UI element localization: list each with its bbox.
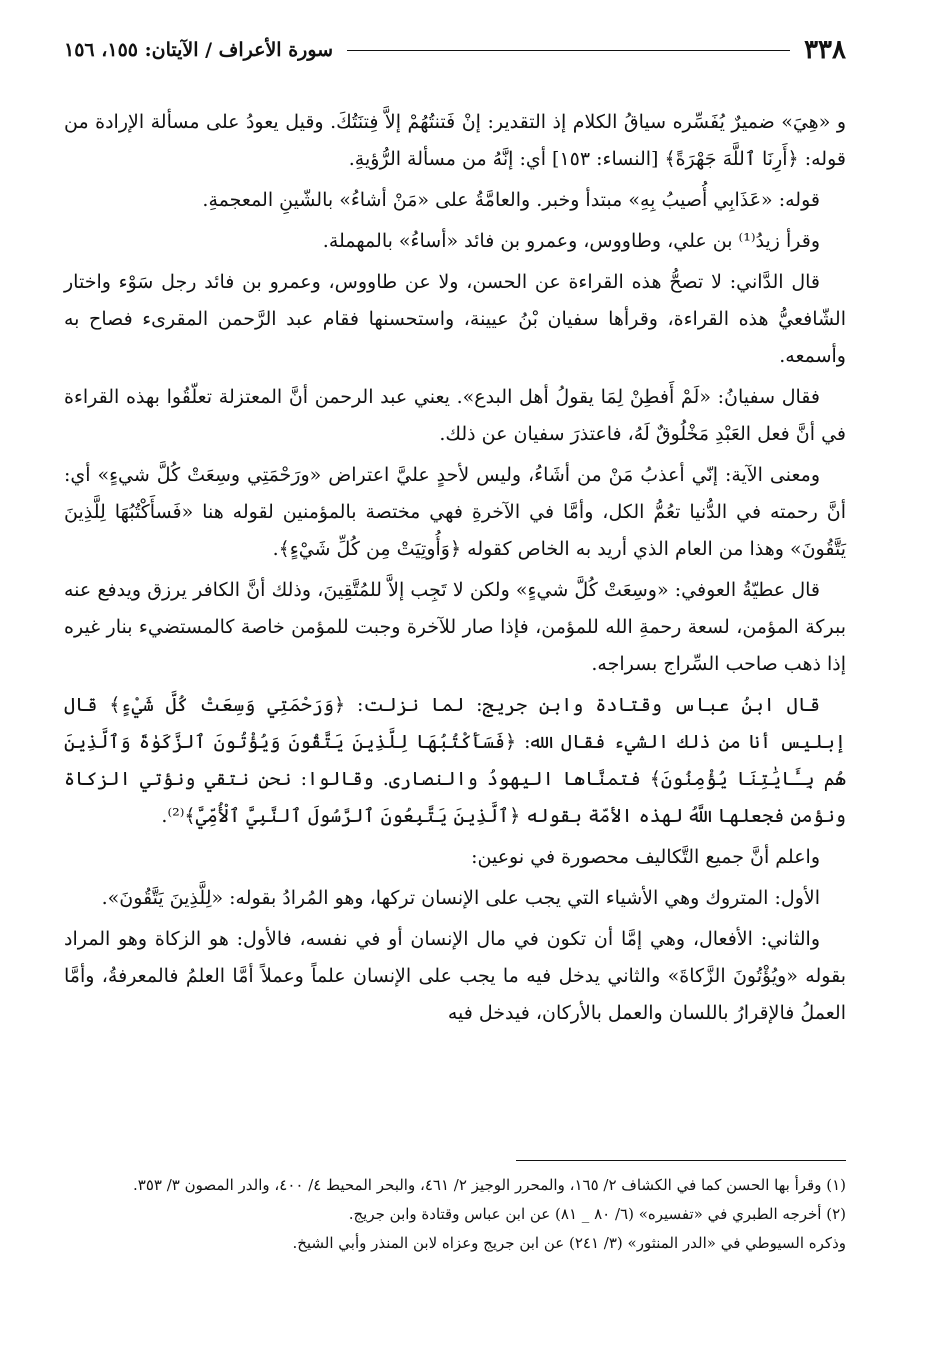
paragraph-6: ومعنى الآية: إنّي أعذبُ مَنْ من أشَاءُ، وليس لأحدٍ عليَّ اعتراض «ورَحْمَتِي وسِعَتْ كُلَّ شيءٍ» أي: أنَّ رحمته في الدُّنيا تعُمُّ الكل، وأمَّا في الآخرةِ فهي مختصة بالمؤمنين لقوله هنا «فَسأَكْتُبُهَا لِلَّذِينَ يَتَّقُونَ» وهذا من العام الذي أريد به الخاص كقوله ﴿وَأُوتِيَتْ مِن كُلِّ شَيْءٍ﴾. (64, 464, 846, 560)
footnote-2-continued: وذكره السيوطي في «الدر المنثور» (٣/ ٢٤١) عن ابن جريج وعزاه لابن المنذر وأبي الشيخ. (292, 1234, 846, 1252)
paragraph-7: قال عطيّةُ العوفي: «وسِعَتْ كُلَّ شيءٍ» ولكن لا تَجِب إلاَّ للمُتَّقِينَ، وذلك أنَّ الكافر يرزق ويدفع عنه ببركة المؤمن، لسعة رحمةِ الله للمؤمن، فإذا صار للآخرة وجبت للمؤمن خاصة كالمستضيء بنار غيره إذا ذهب صاحب السِّراج بسراجه. (64, 579, 846, 675)
footnote-1: (١) وقرأ بها الحسن كما في الكشاف ٢/ ١٦٥، والمحرر الوجيز ٢/ ٤٦١، والبحر المحيط ٤/ ٤٠٠، والدر المصون ٣/ ٣٥٣. (133, 1176, 846, 1194)
paragraph-5: فقال سفيانُ: «لَمْ أَفطِنْ لِمَا يقولُ أهل البدع». يعني عبد الرحمن أنَّ المعتزلة تعلّقُوا بهذه القراءة في أنَّ فعل العَبْدِ مَخْلُوقٌ لَهُ، فاعتذرَ سفيان عن ذلك. (64, 386, 846, 445)
paragraph-4: قال الدَّاني: لا تصحُّ هذه القراءة عن الحسن، ولا عن طاووس، وعمرو بن فائد رجل سَوْء واختار الشّافعيُّ هذه القراءة، وقرأها سفيان بْنُ عيينة، واستحسنها فقام عبد الرَّحمن المقرىء فصاح به وأسمعه. (64, 271, 846, 367)
header-title: سورة الأعراف / الآيتان: ١٥٥، ١٥٦ (64, 39, 334, 61)
paragraph-9: واعلم أنَّ جميع التَّكاليف محصورة في نوعين: (471, 846, 820, 868)
running-header (64, 30, 846, 70)
paragraph-3: وقرأ زيدُ⁽¹⁾ بن علي، وطاووس، وعمرو بن فائد «أساءُ» بالمهملة. (322, 230, 820, 252)
footnote-2: (٢) أخرجه الطبري في «تفسيره» (٦/ ٨٠ _ ٨١) عن ابن عباس وقتادة وابن جريج. (348, 1205, 846, 1223)
body-text (64, 104, 846, 1032)
paragraph-10: الأول: المتروك وهي الأشياء التي يجب على الإنسان تركها، وهو المُرادُ بقوله: «لِلَّذِينَ يَتَّقُونَ». (101, 887, 820, 909)
paragraph-11: والثاني: الأفعال، وهي إمَّا أن تكون في مال الإنسان أو في نفسه، فالأول: هو الزكاة وهو المراد بقوله «ويُؤْتُونَ الزَّكاةَ» والثاني يدخل فيه ما يجب على الإنسان علماً وعملاً أمَّا العلمُ فالمعرفةُ، وأمَّا العملُ فالإقرارُ باللسان والعمل بالأركان، فيدخل فيه (64, 928, 846, 1024)
paragraph-1: و «هِيَ» ضميرٌ يُفَسِّره سياقُ الكلام إذ التقدير: إنْ فَتنتُهُمْ إلاَّ فِتنَتُكَ. وقيل يعودُ على مسألة الإرادة من قوله: ﴿أَرِنَا ٱللَّهَ جَهْرَةً﴾ [النساء: ١٥٣] أي: إنَّهُ من مسألة الرُّؤيةِ. (64, 111, 846, 170)
page (64, 30, 846, 1036)
footnote-rule (516, 1160, 846, 1161)
header-rule (347, 50, 790, 51)
paragraph-8: قال ابنُ عباس وقتادة وابن جريج: لما نزلت: ﴿وَرَحْمَتِي وَسِعَتْ كُلَّ شَيْءٍ﴾ قال إبليس أنا من ذلك الشيء فقال الله: ﴿فَسَأَكْتُبُهَا لِلَّذِينَ يَتَّقُونَ وَيُؤْتُونَ ٱلزَّكَوٰةَ وَٱلَّذِينَ هُم بِـَٔايَٰتِنَا يُؤْمِنُونَ﴾ فتمنَّاها اليهودُ والنصارى. وقالوا: نحن نتقي ونؤتي الزكاة ونؤمن فجعلها اللَّهُ لهذه الأمّة بقوله ﴿ٱلَّذِينَ يَتَّبِعُونَ ٱلرَّسُولَ ٱلنَّبِيَّ ٱلْأُمِّيَّ﴾⁽²⁾. (64, 694, 846, 827)
page-number: ٣٣٨ (804, 35, 846, 65)
paragraph-2: قوله: «عَذَابِي أُصيبُ بِهِ» مبتدأ وخبر. والعامَّةُ على «مَنْ أشاءُ» بالشّينِ المعجمةِ. (202, 189, 820, 211)
footnotes (64, 1160, 846, 1258)
